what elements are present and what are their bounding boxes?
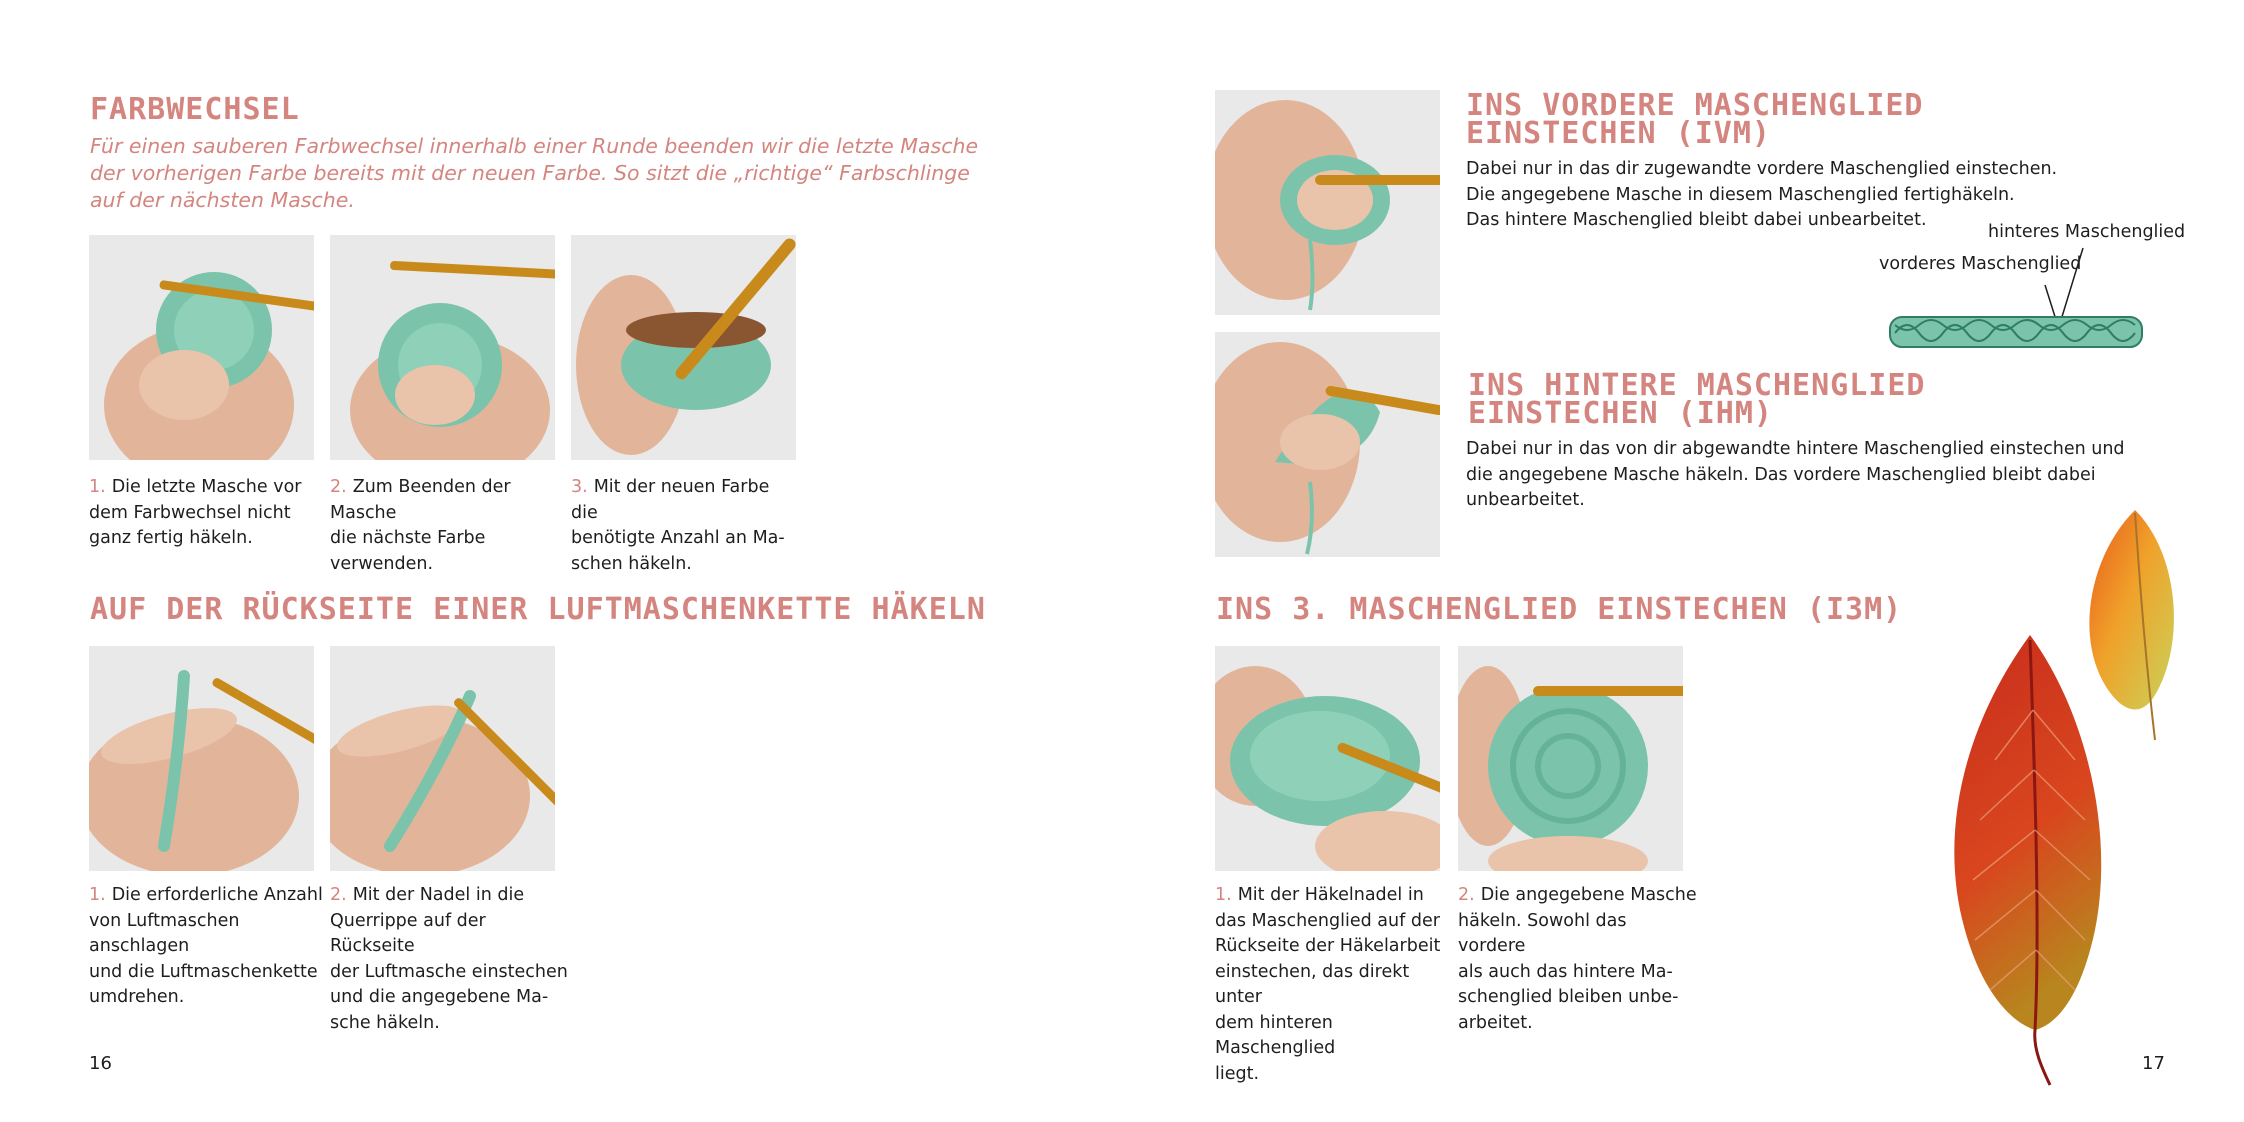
caption-line: der Luftmasche einstechen bbox=[330, 961, 568, 982]
ihm-text bbox=[1466, 437, 2166, 514]
i3m-photo-1 bbox=[1215, 646, 1440, 871]
text-line: Dabei nur in das von dir abgewandte hintere Maschenglied einstechen und bbox=[1466, 439, 2125, 459]
heading-line: EINSTECHEN (IVM) bbox=[1466, 116, 1771, 151]
caption-line: und die Luftmaschenkette bbox=[89, 961, 318, 982]
caption-line: schenglied bleiben unbe- bbox=[1458, 987, 1679, 1007]
farbwechsel-intro bbox=[90, 133, 990, 214]
ivm-photo bbox=[1215, 90, 1440, 315]
text-line: unbearbeitet. bbox=[1466, 490, 1585, 510]
step-number: 2. bbox=[330, 477, 347, 497]
farbwechsel-caption-2 bbox=[330, 475, 570, 577]
caption-line: Mit der neuen Farbe die bbox=[571, 477, 770, 523]
page-number-right: 17 bbox=[2142, 1053, 2165, 1074]
red-leaf-image bbox=[1935, 630, 2120, 1090]
caption-line: als auch das hintere Ma- bbox=[1458, 961, 1673, 982]
ihm-photo bbox=[1215, 332, 1440, 557]
text-line: die angegebene Masche häkeln. Das vordere Maschenglied bleibt dabei bbox=[1466, 464, 2096, 485]
caption-line: einstechen, das direkt unter bbox=[1215, 961, 1410, 1007]
step-number: 1. bbox=[89, 885, 106, 905]
heading-line: EINSTECHEN (IHM) bbox=[1468, 396, 1773, 431]
stitch-diagram bbox=[1885, 245, 2155, 365]
farbwechsel-caption-3 bbox=[571, 475, 801, 577]
caption-line: umdrehen. bbox=[89, 987, 185, 1007]
heading-line: INS VORDERE MASCHENGLIED bbox=[1466, 88, 1924, 123]
farbwechsel-photo-3 bbox=[571, 235, 796, 460]
caption-line: von Luftmaschen anschlagen bbox=[89, 910, 240, 956]
i3m-heading: INS 3. MASCHENGLIED EINSTECHEN (I3M) bbox=[1216, 592, 1903, 627]
caption-line: Die erforderliche Anzahl bbox=[111, 885, 323, 905]
i3m-photo-2 bbox=[1458, 646, 1683, 871]
intro-line: auf der nächsten Masche. bbox=[90, 188, 355, 212]
caption-line: arbeitet. bbox=[1458, 1012, 1533, 1033]
ivm-heading bbox=[1466, 88, 1924, 151]
step-number: 2. bbox=[330, 885, 347, 905]
label-vorderes-maschenglied: vorderes Maschenglied bbox=[1879, 254, 2082, 274]
text-line: Das hintere Maschenglied bleibt dabei unbearbeitet. bbox=[1466, 210, 1927, 230]
i3m-caption-1 bbox=[1215, 883, 1455, 1087]
caption-line: Mit der Häkelnadel in bbox=[1237, 885, 1424, 905]
caption-line: und die angegebene Ma- bbox=[330, 987, 549, 1007]
farbwechsel-heading: FARBWECHSEL bbox=[90, 92, 300, 127]
heading-line: INS HINTERE MASCHENGLIED bbox=[1468, 368, 1926, 403]
i3m-caption-2 bbox=[1458, 883, 1698, 1036]
caption-line: häkeln. Sowohl das vordere bbox=[1458, 910, 1627, 956]
page-number-left: 16 bbox=[89, 1053, 112, 1074]
caption-line: die nächste Farbe verwenden. bbox=[330, 528, 486, 574]
ihm-heading bbox=[1468, 368, 1926, 431]
caption-line: Rückseite der Häkelarbeit bbox=[1215, 936, 1441, 956]
caption-line: Die angegebene Masche bbox=[1480, 885, 1697, 905]
caption-line: Mit der Nadel in die bbox=[352, 885, 525, 905]
farbwechsel-photo-2 bbox=[330, 235, 555, 460]
step-number: 2. bbox=[1458, 885, 1475, 905]
caption-line: Die letzte Masche vor bbox=[111, 477, 302, 497]
caption-line: schen häkeln. bbox=[571, 553, 692, 574]
intro-line: Für einen sauberen Farbwechsel innerhalb einer Runde beenden wir die letzte Masche bbox=[90, 134, 979, 158]
text-line: Dabei nur in das dir zugewandte vordere Maschenglied einstechen. bbox=[1466, 159, 2058, 179]
caption-line: dem Farbwechsel nicht bbox=[89, 502, 291, 523]
rueckseite-photo-1 bbox=[89, 646, 314, 871]
intro-line: der vorherigen Farbe bereits mit der neuen Farbe. So sitzt die „richtige“ Farbschlinge bbox=[90, 161, 970, 185]
label-hinteres-maschenglied: hinteres Maschenglied bbox=[1988, 222, 2186, 242]
rueckseite-caption-2 bbox=[330, 883, 570, 1036]
farbwechsel-photo-1 bbox=[89, 235, 314, 460]
step-number: 1. bbox=[89, 477, 106, 497]
caption-line: Zum Beenden der Masche bbox=[330, 477, 511, 523]
rueckseite-caption-1 bbox=[89, 883, 329, 1011]
rueckseite-photo-2 bbox=[330, 646, 555, 871]
caption-line: Querrippe auf der Rückseite bbox=[330, 910, 486, 956]
caption-line: benötigte Anzahl an Ma- bbox=[571, 528, 785, 548]
farbwechsel-caption-1 bbox=[89, 475, 319, 552]
step-number: 1. bbox=[1215, 885, 1232, 905]
rueckseite-heading: AUF DER RÜCKSEITE EINER LUFTMASCHENKETTE HÄKELN bbox=[90, 592, 986, 627]
caption-line: sche häkeln. bbox=[330, 1012, 440, 1033]
text-line: Die angegebene Masche in diesem Maschenglied fertighäkeln. bbox=[1466, 184, 2015, 205]
caption-line: ganz fertig häkeln. bbox=[89, 528, 253, 548]
caption-line: dem hinteren Maschenglied bbox=[1215, 1012, 1336, 1058]
caption-line: liegt. bbox=[1215, 1063, 1260, 1084]
caption-line: das Maschenglied auf der bbox=[1215, 910, 1440, 931]
step-number: 3. bbox=[571, 477, 588, 497]
